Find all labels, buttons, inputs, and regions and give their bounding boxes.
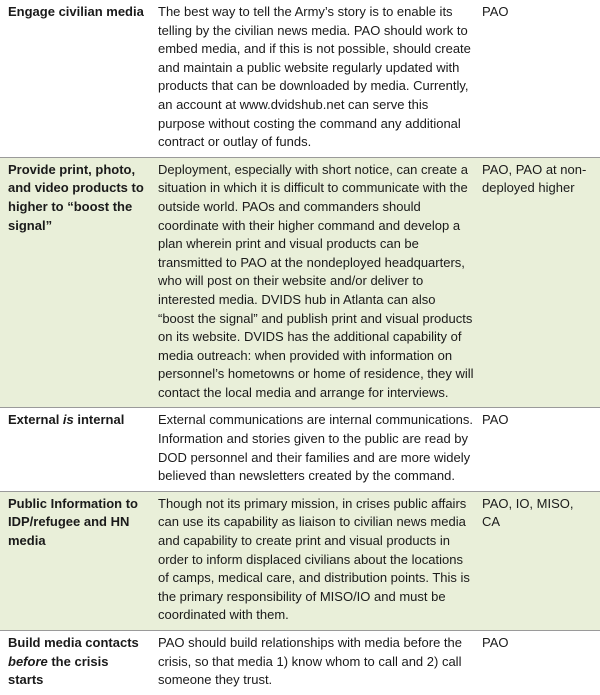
description-cell: External communications are internal communications. Information and stories given to the public are read by DOD personnel and their families and are more widely believed than newsletters created by the command. [150,408,480,491]
table-row [0,408,600,491]
description-cell: PAO should build relationships with media before the crisis, so that media 1) know whom to call and 2) call someone they trust. [150,631,480,695]
responsible-cell: PAO [480,631,600,695]
topic-cell: Provide print, photo, and video products to higher to “boost the signal” [0,157,150,408]
topic-cell: Build media contacts before the crisis starts [0,631,150,695]
table-row [0,631,600,695]
table-row [0,491,600,630]
topic-cell: Public Information to IDP/refugee and HN media [0,491,150,630]
description-cell: Though not its primary mission, in crises public affairs can use its capability as liaison to civilian news media and capability to create print and visual products in order to inform displaced civilians about the locations of camps, medical care, and distribution points. This is the primary responsibility of MISO/IO and must be coordinated with them. [150,491,480,630]
responsible-cell: PAO, IO, MISO, CA [480,491,600,630]
topic-cell: Engage civilian media [0,0,150,157]
table-row [0,0,600,157]
description-cell: Deployment, especially with short notice, can create a situation in which it is difficult to communicate with the outside world. PAOs and commanders should coordinate with their higher command and develop a plan wherein print and visual products can be transmitted to PAO at the nondeployed headquarters, who will post on their website and/or deliver to interested media. DVIDS hub in Atlanta can also “boost the signal” and publish print and visual products on its website. DVIDS has the additional capability of media outreach: when provided with information on personnel’s hometowns or home of residence, they will contact the local media and arrange for interviews. [150,157,480,408]
description-cell: The best way to tell the Army’s story is to enable its telling by the civilian news media. PAO should work to embed media, and if this is not possible, should create and maintain a public website regularly updated with products that can be downloaded by media. Currently, an account at www.dvidshub.net can serve this purpose without costing the command any additional contract or outlay of funds. [150,0,480,157]
responsible-cell: PAO [480,408,600,491]
responsible-cell: PAO, PAO at non-deployed higher [480,157,600,408]
table-row [0,157,600,408]
topic-cell: External is internal [0,408,150,491]
responsible-cell: PAO [480,0,600,157]
